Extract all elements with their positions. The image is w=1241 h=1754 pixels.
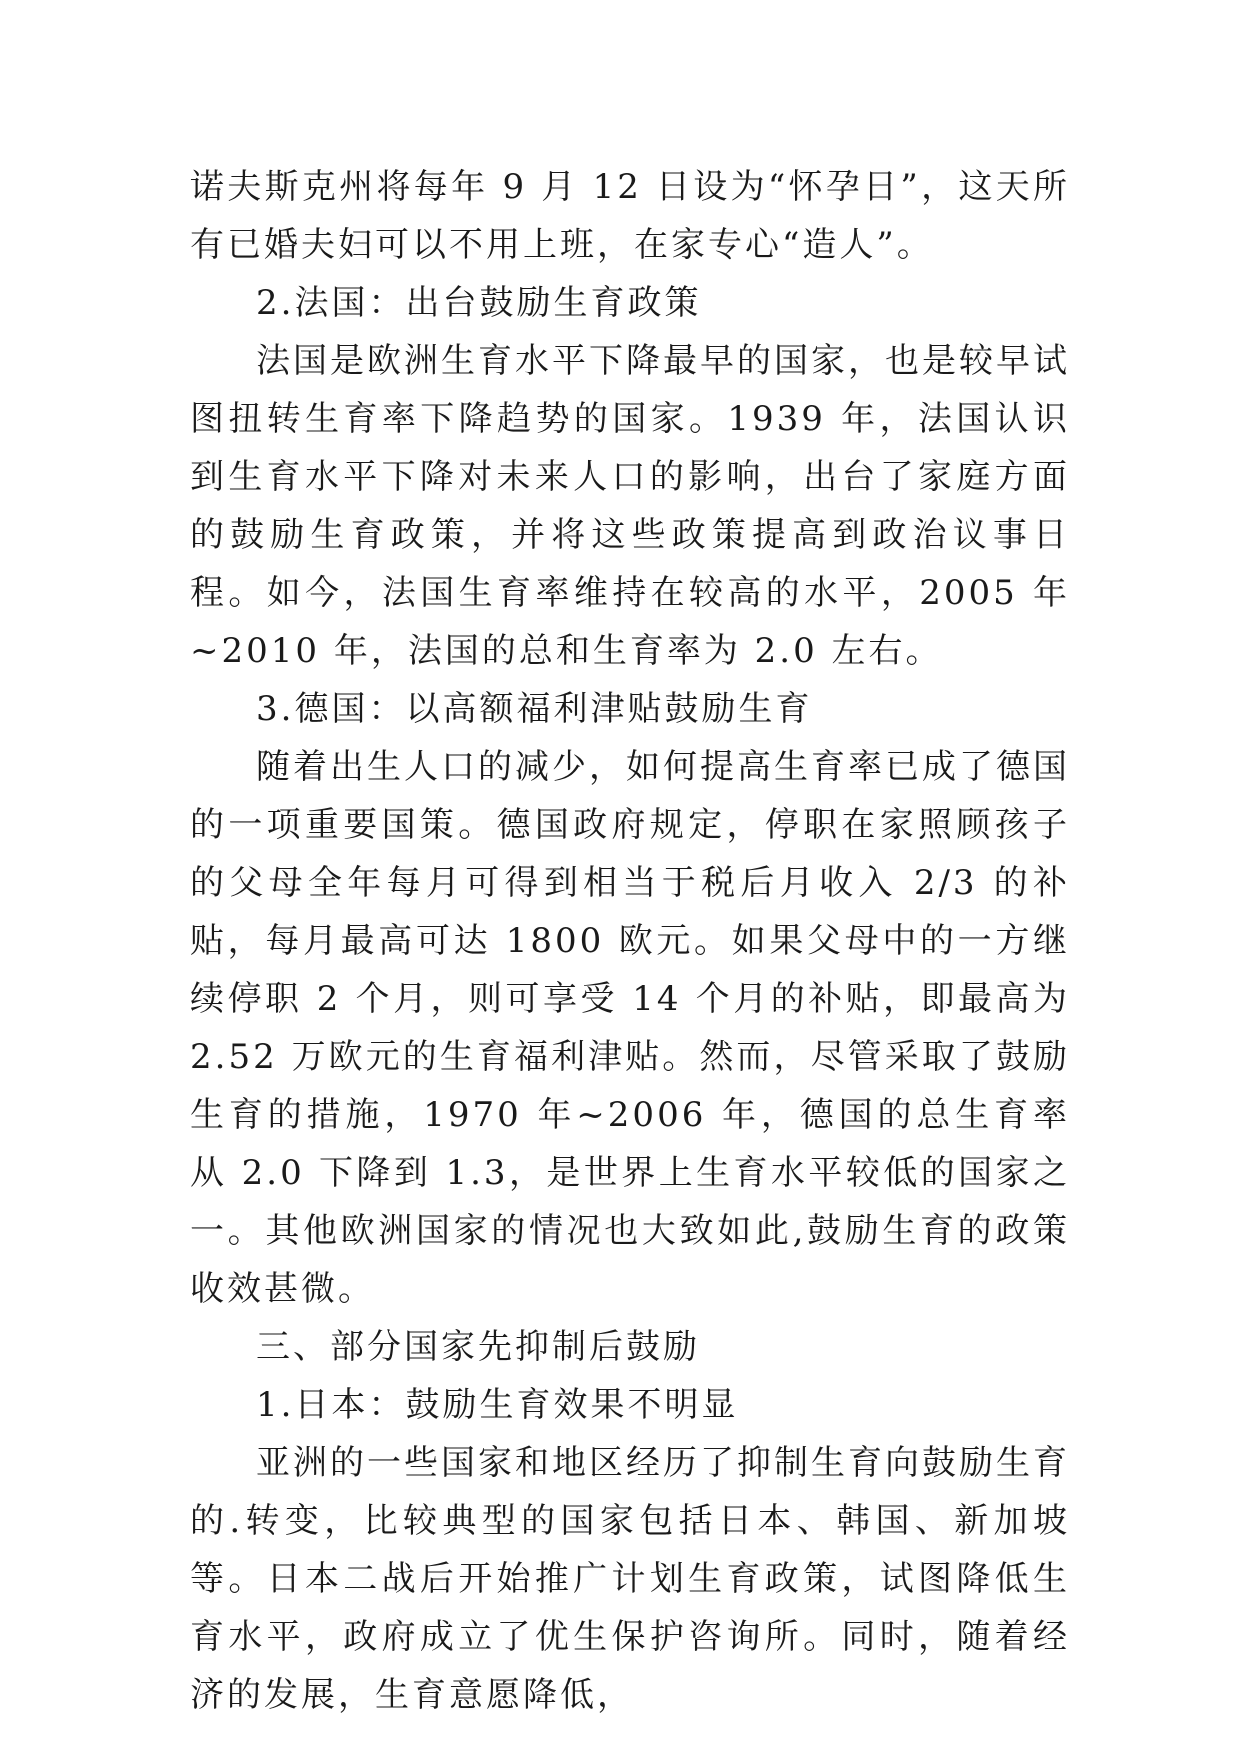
paragraph-japan: 亚洲的一些国家和地区经历了抑制生育向鼓励生育的.转变，比较典型的国家包括日本、韩国、新加坡等。日本二战后开始推广计划生育政策，试图降低生育水平，政府成立了优生保护咨询所。同时，随着经济的发展，生育意愿降低，: [190, 1443, 1070, 1715]
section-heading-france: 2.法国：出台鼓励生育政策: [256, 283, 702, 323]
paragraph-france: 法国是欧洲生育水平下降最早的国家，也是较早试图扭转生育率下降趋势的国家。1939 年，法国认识到生育水平下降对未来人口的影响，出台了家庭方面的鼓励生育政策，并将这些政策提高到政治议事日程。如今，法国生育率维持在较高的水平，2005 年~2010 年，法国的总和生育率为 2.0 左右。: [190, 341, 1070, 671]
paragraph-continuation: 诺夫斯克州将每年 9 月 12 日设为“怀孕日”，这天所有已婚夫妇可以不用上班，在家专心“造人”。: [190, 167, 1070, 265]
section-heading-germany: 3.德国：以高额福利津贴鼓励生育: [256, 689, 813, 729]
document-page: [190, 158, 1070, 1724]
paragraph-germany: 随着出生人口的减少，如何提高生育率已成了德国的一项重要国策。德国政府规定，停职在家照顾孩子的父母全年每月可得到相当于税后月收入 2/3 的补贴，每月最高可达 1800 欧元。如果父母中的一方继续停职 2 个月，则可享受 14 个月的补贴，即最高为 2.52 万欧元的生育福利津贴。然而，尽管采取了鼓励生育的措施，1970 年~2006 年，德国的总生育率从 2.0 下降到 1.3，是世界上生育水平较低的国家之一。其他欧洲国家的情况也大致如此,鼓励生育的政策收效甚微。: [190, 747, 1070, 1309]
section-heading-japan: 1.日本：鼓励生育效果不明显: [256, 1385, 739, 1425]
section-heading-part-three: 三、部分国家先抑制后鼓励: [256, 1327, 700, 1367]
